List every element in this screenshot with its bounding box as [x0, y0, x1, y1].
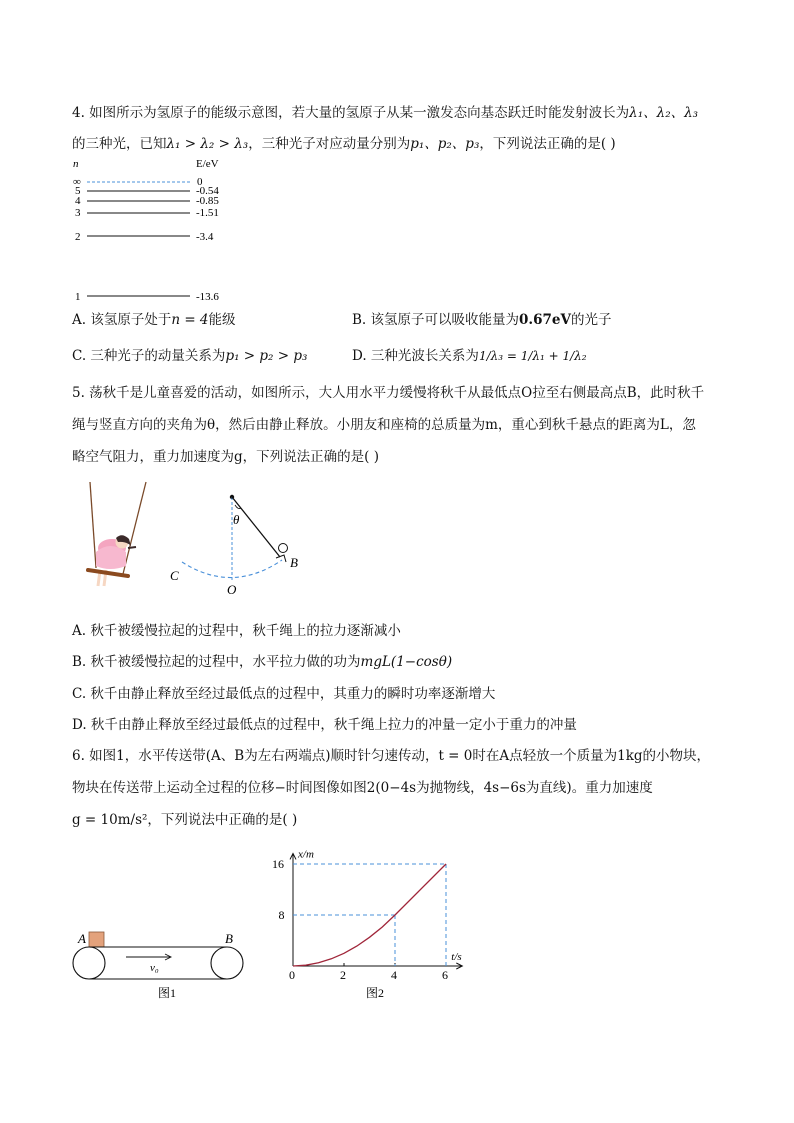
level-e-inf: 0 — [197, 176, 203, 188]
q6-stem-line-3: g = 10m/s²，下列说法中正确的是( ) — [72, 812, 298, 828]
y-tick-label-16: 16 — [272, 857, 284, 871]
q4-stem-text-2a: 的三种光，已知 — [72, 136, 167, 152]
level-n-3: 3 — [75, 207, 81, 219]
point-b-label: B — [290, 555, 298, 570]
q4-opt-a-text: A. 该氢原子处于 — [72, 312, 172, 328]
q5-stem-line-1: 5. 荡秋千是儿童喜爱的活动，如图所示，大人用水平力缓慢将秋千从最低点O拉至右侧最高点B，此时秋千 — [72, 385, 705, 401]
q6-stem-line-1: 6. 如图1，水平传送带(A、B为左右两端点)顺时针匀速传动，t = 0时在A点轻放一个质量为1kg的小物块， — [72, 748, 711, 764]
q6-stem-line-2: 物块在传送带上运动全过程的位移−时间图像如图2(0−4s为抛物线，4s−6s为直线)。重力加速度 — [72, 780, 653, 796]
q5-option-a: A. 秋千被缓慢拉起的过程中，秋千绳上的拉力逐渐减小 — [72, 623, 401, 639]
q4-lambda-list: λ₁、λ₂、λ₃ — [629, 105, 699, 121]
level-e-2: -3.4 — [196, 231, 214, 243]
x-axis-label: t/s — [451, 951, 462, 963]
q4-stem-text-2c: ，下列说法正确的是( ) — [479, 136, 616, 152]
point-a-label: A — [78, 931, 86, 946]
y-tick-label-8: 8 — [278, 908, 285, 922]
q5-stem-line-2: 绳与竖直方向的夹角为θ，然后由静止释放。小朋友和座椅的总质量为m，重心到秋千悬点的距离为L，忽 — [72, 417, 696, 433]
theta-label: θ — [233, 512, 240, 527]
level-e-5: -0.54 — [196, 185, 219, 197]
point-b-label-fig1: B — [225, 931, 233, 946]
fig1-caption: 图1 — [158, 986, 177, 1000]
q4-momentum-list: p₁、p₂、p₃ — [410, 136, 480, 152]
level-e-3: -1.51 — [196, 207, 219, 219]
diagram-e-label: E/eV — [196, 158, 219, 170]
level-n-1: 1 — [75, 291, 81, 303]
fig2-caption: 图2 — [366, 986, 385, 1000]
q4-stem-text-2b: ，三种光子对应动量分别为 — [248, 136, 411, 152]
q5-option-d: D. 秋千由静止释放至经过最低点的过程中，秋千绳上拉力的冲量一定小于重力的冲量 — [72, 717, 577, 733]
q4-opt-a-math: n = 4 — [171, 312, 209, 328]
q5-opt-b-math: mgL(1−cosθ) — [360, 654, 453, 670]
diagram-n-label: n — [73, 158, 79, 170]
q5-stem-line-3: 略空气阻力，重力加速度为g，下列说法正确的是( ) — [72, 449, 379, 465]
q4-opt-c-math: p₁ > p₂ > p₃ — [225, 348, 308, 364]
x-tick-label-6: 6 — [442, 968, 448, 982]
level-n-2: 2 — [75, 231, 81, 243]
q4-opt-c-text: C. 三种光子的动量关系为 — [72, 348, 226, 364]
q4-opt-d-math: 1/λ₃ = 1/λ₁ + 1/λ₂ — [478, 349, 587, 363]
origin-label: 0 — [289, 968, 295, 982]
point-o-label: O — [227, 582, 237, 597]
x-tick-label-4: 4 — [391, 968, 397, 982]
level-n-4: 4 — [75, 195, 81, 207]
q4-stem-text-1: 4. 如图所示为氢原子的能级示意图，若大量的氢原子从某一激发态向基态跃迁时能发射波长为 — [72, 105, 630, 121]
q5-option-c: C. 秋千由静止释放至经过最低点的过程中，其重力的瞬时功率逐渐增大 — [72, 686, 496, 702]
point-c-label: C — [170, 568, 179, 583]
q4-opt-b-text-2: 的光子 — [570, 312, 612, 328]
level-e-4: -0.85 — [196, 195, 219, 207]
q5-opt-b-text: B. 秋千被缓慢拉起的过程中，水平拉力做的功为 — [72, 654, 361, 670]
q4-lambda-order: λ₁ > λ₂ > λ₃ — [166, 136, 249, 152]
q4-opt-b-math: 0.67eV — [519, 312, 571, 328]
chart-axes — [290, 853, 462, 969]
level-e-1: -13.6 — [196, 291, 219, 303]
series-line-0 — [293, 915, 395, 966]
x-tick-label-2: 2 — [340, 968, 346, 982]
q4-opt-a-text-2: 能级 — [208, 312, 236, 328]
chart-guides — [293, 864, 446, 966]
y-axis-label: x/m — [298, 848, 314, 861]
series-line-1 — [395, 864, 446, 915]
level-n-5: 5 — [75, 185, 81, 197]
q4-opt-b-text: B. 该氢原子可以吸收能量为 — [352, 312, 520, 328]
level-n-inf: ∞ — [73, 176, 81, 188]
v0-label: v₀ — [150, 962, 159, 974]
q4-opt-d-text: D. 三种光波长关系为 — [352, 348, 479, 364]
